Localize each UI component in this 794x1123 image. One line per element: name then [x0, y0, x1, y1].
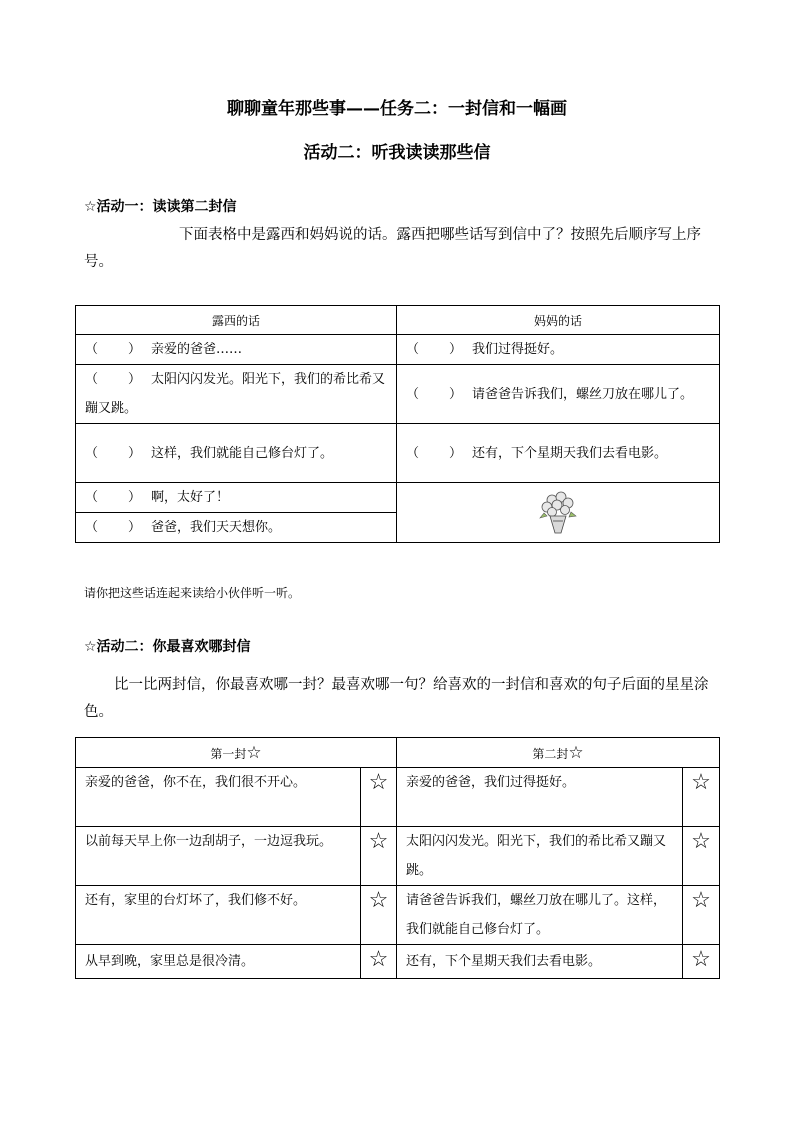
first-letter-header: 第一封☆ [76, 738, 397, 768]
answer-blank[interactable]: （ ） [406, 342, 463, 357]
star-icon[interactable]: ☆ [361, 768, 397, 827]
activity2-heading: ☆活动二：你最喜欢哪封信 [84, 639, 251, 655]
answer-blank[interactable]: （ ） [85, 520, 142, 535]
first-letter-sentence-2: 以前每天早上你一边刮胡子，一边逗我玩。 [76, 827, 361, 886]
lucy-sentence-2: （ ） 太阳闪闪发光。阳光下，我们的希比希又蹦又跳。 [76, 365, 397, 424]
mom-column-header: 妈妈的话 [397, 306, 720, 335]
answer-blank[interactable]: （ ） [85, 342, 142, 357]
activity2-instruction: 比一比两封信，你最喜欢哪一封？最喜欢哪一句？给喜欢的一封信和喜欢的句子后面的星星涂色。 [84, 677, 709, 720]
second-letter-header: 第二封☆ [397, 738, 720, 768]
star-icon[interactable]: ☆ [683, 827, 720, 886]
lucy-sentence-5: （ ） 爸爸，我们天天想你。 [76, 513, 397, 543]
page-subtitle: 活动二：听我读读那些信 [303, 143, 491, 163]
activity2-table [75, 737, 720, 979]
activity1-heading: ☆活动一：读读第二封信 [84, 199, 237, 215]
activity1-table [75, 305, 720, 543]
mom-sentence-3: （ ） 还有，下个星期天我们去看电影。 [397, 424, 720, 483]
answer-blank[interactable]: （ ） [85, 445, 142, 461]
second-letter-sentence-4: 还有，下个星期天我们去看电影。 [397, 945, 683, 979]
first-letter-sentence-1: 亲爱的爸爸，你不在，我们很不开心。 [76, 768, 361, 827]
star-icon[interactable]: ☆ [683, 945, 720, 979]
lucy-sentence-1: （ ） 亲爱的爸爸…… [76, 335, 397, 365]
first-letter-sentence-3: 还有，家里的台灯坏了，我们修不好。 [76, 886, 361, 945]
second-letter-sentence-2: 太阳闪闪发光。阳光下，我们的希比希又蹦又跳。 [397, 827, 683, 886]
mom-sentence-2: （ ） 请爸爸告诉我们，螺丝刀放在哪儿了。 [397, 365, 720, 424]
second-letter-sentence-3: 请爸爸告诉我们，螺丝刀放在哪儿了。这样，我们就能自己修台灯了。 [397, 886, 683, 945]
star-icon[interactable]: ☆ [683, 886, 720, 945]
star-icon[interactable]: ☆ [683, 768, 720, 827]
lucy-sentence-4: （ ） 啊，太好了！ [76, 483, 397, 513]
read-aloud-note: 请你把这些话连起来读给小伙伴听一听。 [84, 586, 301, 600]
flower-bouquet-icon [538, 491, 578, 535]
answer-blank[interactable]: （ ） [406, 386, 463, 402]
answer-blank[interactable]: （ ） [85, 490, 142, 505]
second-letter-star-icon[interactable]: ☆ [568, 743, 584, 763]
lucy-sentence-3: （ ） 这样，我们就能自己修台灯了。 [76, 424, 397, 483]
answer-blank[interactable]: （ ） [85, 372, 142, 387]
activity1-instruction: 下面表格中是露西和妈妈说的话。露西把哪些话写到信中了？按照先后顺序写上序号。 [84, 227, 701, 270]
star-icon[interactable]: ☆ [361, 945, 397, 979]
flower-image-cell [397, 483, 720, 543]
answer-blank[interactable]: （ ） [406, 445, 463, 461]
first-letter-sentence-4: 从早到晚，家里总是很冷清。 [76, 945, 361, 979]
lucy-column-header: 露西的话 [76, 306, 397, 335]
second-letter-sentence-1: 亲爱的爸爸，我们过得挺好。 [397, 768, 683, 827]
page-title: 聊聊童年那些事——任务二：一封信和一幅画 [227, 99, 567, 119]
mom-sentence-1: （ ） 我们过得挺好。 [397, 335, 720, 365]
first-letter-star-icon[interactable]: ☆ [246, 743, 262, 763]
star-icon[interactable]: ☆ [361, 886, 397, 945]
star-icon[interactable]: ☆ [361, 827, 397, 886]
